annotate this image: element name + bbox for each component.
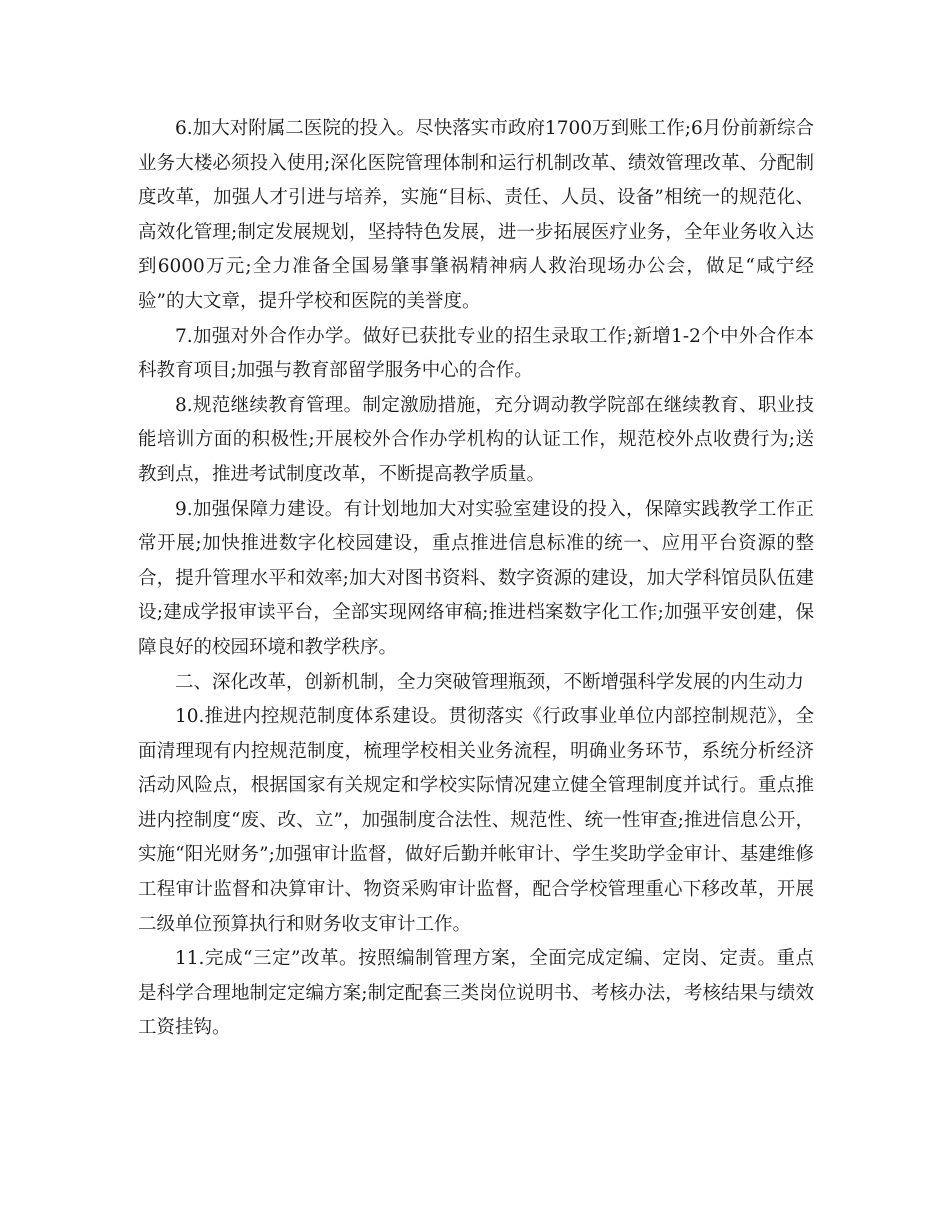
section-heading-2: 二、深化改革，创新机制，全力突破管理瓶颈，不断增强科学发展的内生动力 — [175, 671, 805, 693]
paragraph-item-11: 11.完成“三定”改革。按照编制管理方案，全面完成定编、定岗、定责。重点是科学合理地制定定编方案;制定配套三类岗位说明书、考核办法，考核结果与绩效工资挂钩。 — [138, 948, 814, 1039]
paragraph-item-9: 9.加强保障力建设。有计划地加大对实验室建设的投入，保障实践教学工作正常开展;加快推进数字化校园建设，重点推进信息标准的统一、应用平台资源的整合，提升管理水平和效率;加大对图书资料、数字资源的建设，加大学科馆员队伍建设;建成学报审读平台，全部实现网络审稿;推进档案数字化工作;加强平安创建，保障良好的校园环境和教学秩序。 — [138, 498, 814, 658]
paragraph-item-8: 8.规范继续教育管理。制定激励措施，充分调动教学院部在继续教育、职业技能培训方面的积极性;开展校外合作办学机构的认证工作，规范校外点收费行为;送教到点，推进考试制度改革，不断提高教学质量。 — [138, 394, 814, 485]
document-body — [138, 112, 814, 1046]
paragraph-item-7: 7.加强对外合作办学。做好已获批专业的招生录取工作;新增1-2个中外合作本科教育项目;加强与教育部留学服务中心的合作。 — [138, 325, 814, 382]
paragraph-item-6: 6.加大对附属二医院的投入。尽快落实市政府1700万到账工作;6月份前新综合业务大楼必须投入使用;深化医院管理体制和运行机制改革、绩效管理改革、分配制度改革，加强人才引进与培养，实施“目标、责任、人员、设备”相统一的规范化、高效化管理;制定发展规划，坚持特色发展，进一步拓展医疗业务，全年业务收入达到6000万元;全力准备全国易肇事肇祸精神病人救治现场办公会，做足“咸宁经验”的大文章，提升学校和医院的美誉度。 — [138, 118, 814, 312]
paragraph-item-10: 10.推进内控规范制度体系建设。贯彻落实《行政事业单位内部控制规范》，全面清理现有内控规范制度，梳理学校相关业务流程，明确业务环节，系统分析经济活动风险点，根据国家有关规定和学校实际情况建立健全管理制度并试行。重点推进内控制度“废、改、立”，加强制度合法性、规范性、统一性审查;推进信息公开，实施“阳光财务”;加强审计监督，做好后勤并帐审计、学生奖助学金审计、基建维修工程审计监督和决算审计、物资采购审计监督，配合学校管理重心下移改革，开展二级单位预算执行和财务收支审计工作。 — [138, 706, 814, 935]
